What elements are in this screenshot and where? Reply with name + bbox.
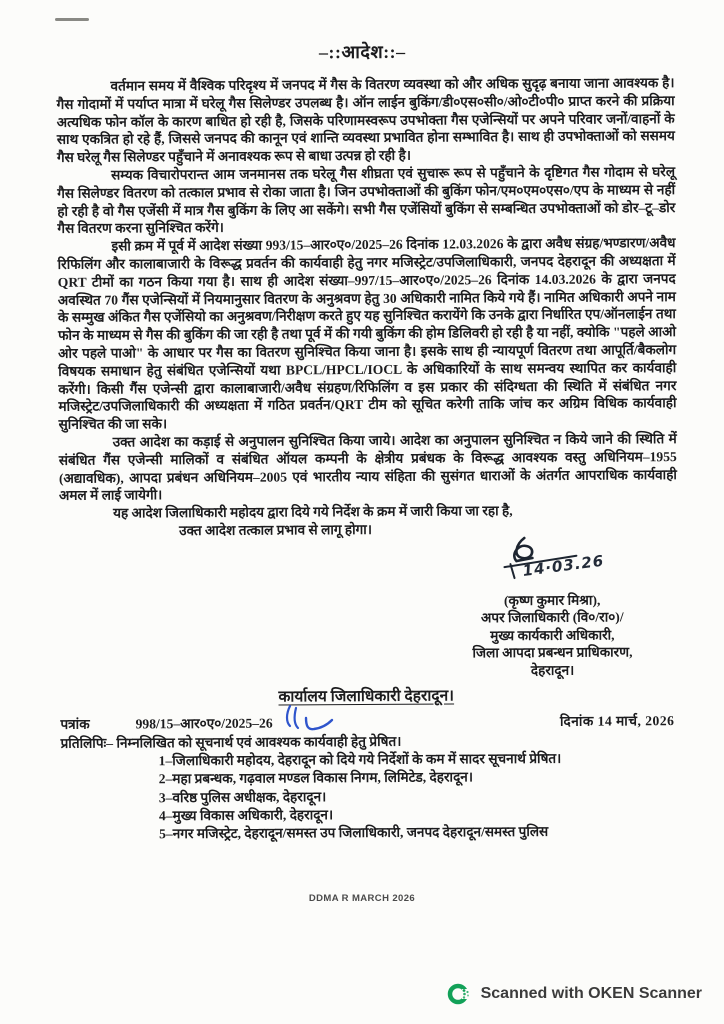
handwritten-date: 14·03.26 bbox=[521, 551, 606, 580]
list-item: 2–महा प्रबन्धक, गढ़वाल मण्डल विकास निगम, लिमिटेड, देहरादून। bbox=[158, 769, 474, 787]
signatory-designation-4: देहरादून। bbox=[530, 662, 575, 678]
order-body bbox=[56, 74, 677, 540]
list-item: 1–जिलाधिकारी महोदय, देहरादून को दिये गये निर्देशों के कम में सादर सूचनार्थ प्रेषित। bbox=[158, 751, 562, 769]
paragraph-enforcement: इसी क्रम में पूर्व में आदेश संख्या 993/15–आर०ए०/2025–26 दिनांक 12.03.2026 के द्वारा अवैध संग्रह/भण्डारण/अवैध रिफिलिंग और कालाबाजारी के विरूद्ध प्रवर्तन की कार्यवाही हेतु नगर मजिस्ट्रेट/उपजिलाधिकारी, जनपद देहरादून की अध्यक्षता में QRT टीमों का गठन किया गया है। साथ ही आदेश संख्या–997/15–आर०ए०/2025–26 दिनांक 14.03.2026 के द्वारा जनपद अवस्थित 70 गैंस एजेन्सियों में नियमानुसार वितरण के अनुश्रवण हेतु 30 अधिकारी नामित किये गये हैं। नामित अधिकारी अपने नाम के सम्मुख अंकित गैस एजेंसियो का अनुश्रवण/निरीक्षण करते हुए यह सुनिश्चित करायेंगे कि उनके द्वारा निर्धारित एप/ऑनलाईन तथा फोन के माध्यम से गैस की बुकिंग की जा रही है तथा पूर्व में की गयी बुकिंग की होम डिलिवरी हो रही है या नहीं, क्योकि "पहले आओ ओर पहले पाओ" के आधार पर गैस का वितरण सुनिश्चित किया जाना है। इसके साथ ही न्यायपूर्ण वितरण तथा आपूर्ति/बैकलोग विषयक समाधान हेतु संबंधित एजेन्सियों यथा BPCL/HPCL/IOCL के अधिकारियों के साथ समन्वय स्थापित कर कार्यवाही करेंगी। किसी गैंस एजेन्सी द्वारा कालाबाजारी/अवैध संग्रहण/रिफिलिंग व इस प्रकार की संदिग्धता की स्थिति में संबंधित नगर मजिस्ट्रेट/उपजिलाधिकारी की अध्यक्षता में गठित प्रवर्तन/QRT टीम को सूचित करेगी ताकि जांच कर अग्रिम विधिक कार्यवाही सुनिश्चित की जा सके। bbox=[57, 235, 677, 433]
list-item: 5–नगर मजिस्ट्रेट, देहरादून/समस्त उप जिलाधिकारी, जनपद देहरादून/समस्त पुलिस bbox=[159, 823, 549, 842]
paragraph-decision: सम्यक विचारोपरान्त आम जनमानस तक घरेलू गैस शीघ्रता एवं सुचारू रूप से पहुँचाने के दृष्टिगत गैस गोदाम से घरेलू गैस सिलेण्डर वितरण को तत्काल प्रभाव से रोका जाता है। जिन उपभोक्ताओं की बुकिंग फोन/एम०एम०एस०/एप के माध्यम से नहीं हो रही है वो गैस एजेंसी में मात्र गैस बुकिंग के लिए आ सकेंगे। सभी गैस एजेंसियों बुकिंग से सम्बन्धित उपभोक्ताओं को डोर–टू–डोर गैस वितरण करना सुनिश्चित करेंगे। bbox=[57, 164, 676, 237]
list-item: 3–वरिष्ठ पुलिस अधीक्षक, देहरादून। bbox=[158, 788, 327, 805]
paragraph-situation: वर्तमान समय में वैश्विक परिदृश्य में जनपद में गैस के वितरण व्यवस्था को और अधिक सुदृढ़ बनाया जाना आवश्यक है। गैस गोदामों में पर्याप्त मात्रा में घरेलू गैस सिलेण्डर उपलब्ध है। ऑन लाईन बुकिंग/डी०एस०सी०/ओ०टी०पी० प्राप्त करने की प्रक्रिया अत्यधिक फोन कॉल के कारण बाधित हो रही है, जिसके परिणामस्वरूप उपभोक्ता गैस एजेन्सियों पर अपने परिवार जनों/वाहनों के साथ एकत्रित हो रहे हैं, जिससे जनपद की कानून एवं शान्ति व्यवस्था प्रभावित होना सम्भावित है। साथ ही उपभोक्ताओं को ससमय गैस घरेलू गैस सिलेण्डर पहुँचाने में अनावश्यक रूप से बाधा उत्पन्न हो रही है। bbox=[56, 75, 675, 166]
footer-reference-code: DDMA R MARCH 2026 bbox=[308, 893, 416, 904]
copy-to-line: प्रतिलिपिः– निम्नलिखित को सूचनार्थ एवं आवश्यक कार्यवाही हेतु प्रेषित। bbox=[60, 733, 402, 752]
signatory-designation-1: अपर जिलाधिकारी (वि०/रा०)/ bbox=[480, 609, 624, 626]
oken-scanner-logo-icon bbox=[447, 982, 471, 1006]
signatory-designation-2: मुख्य कार्यकारी अधिकारी, bbox=[490, 627, 615, 643]
signatory-designation-3: जिला आपदा प्रबन्धन प्राधिकारण, bbox=[472, 644, 633, 661]
dispatch-section bbox=[60, 710, 679, 844]
closing-line-issued: यह आदेश जिलाधिकारी महोदय द्वारा दिये गये निर्देश के क्रम में जारी किया जा रहा है, bbox=[113, 503, 513, 521]
signature-block bbox=[414, 539, 690, 680]
reference-label: पत्रांक bbox=[60, 716, 90, 733]
dispatch-date: दिनांक 14 मार्च, 2026 bbox=[559, 713, 675, 730]
recipient-list bbox=[61, 749, 680, 844]
blue-pen-mark-icon bbox=[282, 700, 342, 742]
office-heading: कार्यालय जिलाधिकारी देहरादून। bbox=[278, 687, 455, 706]
paragraph-compliance: उक्त आदेश का कड़ाई से अनुपालन सुनिश्चित किया जाये। आदेश का अनुपालन सुनिश्चित न किये जाने की स्थिति में संबंधित गैंस एजेन्सी मालिकों व संबंधित ऑयल कम्पनी के क्षेत्रीय प्रबंधक के विरूद्ध आवश्यक वस्तु अधिनियम–1955 (अद्यावधिक), आपदा प्रबंधन अधिनियम–2005 एवं भारतीय न्याय संहिता की सुसंगत धाराओं के अंतर्गत आपराधिक कार्यवाही अमल में लाई जायेगी। bbox=[58, 431, 677, 504]
reference-number: 998/15–आर०ए०/2025–26 bbox=[135, 715, 273, 732]
signature-area bbox=[414, 539, 689, 593]
list-item: 4–मुख्य विकास अधिकारी, देहरादून। bbox=[158, 807, 334, 824]
closing-line-effective: उक्त आदेश तत्काल प्रभाव से लागू होगा। bbox=[179, 521, 372, 539]
order-title: –::आदेश::– bbox=[318, 41, 406, 63]
scanner-badge bbox=[447, 982, 702, 1006]
signatory-name: (कृष्ण कुमार मिश्रा), bbox=[503, 592, 601, 608]
reference-row bbox=[60, 710, 678, 733]
scanner-badge-label: Scanned with OKEN Scanner bbox=[480, 985, 702, 1002]
